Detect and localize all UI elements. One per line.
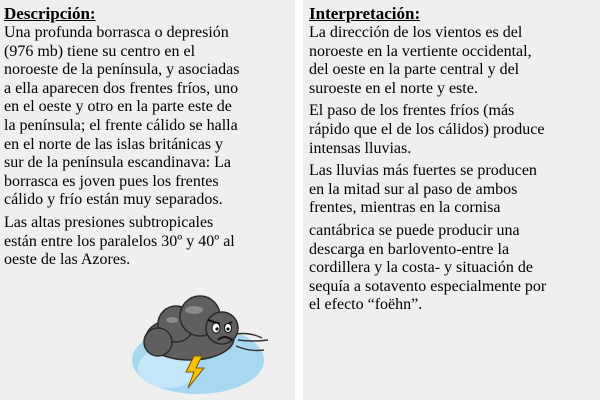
description-heading: Descripción: xyxy=(4,4,96,23)
interpretation-column xyxy=(303,0,600,400)
interpretation-paragraph: La dirección de los vientos es del noroeste en la vertiente occidental, del oeste en la parte central y del suroeste en el norte y este. xyxy=(309,24,532,97)
interpretation-paragraph: Las lluvias más fuertes se producen en la mitad sur al paso de ambos frentes, mientras en la cornisa xyxy=(309,162,537,217)
storm-cloud-icon xyxy=(128,282,278,400)
interpretation-paragraph: El paso de los frentes fríos (más rápido que el de los cálidos) produce intensas lluvias. xyxy=(309,102,545,157)
description-paragraph: Una profunda borrasca o depresión (976 mb) tiene su centro en el noroeste de la península, y asociadas a ella aparecen dos frentes fríos, uno en el oeste y otro en la parte este de la península; el frente cálido se halla en el norte de las islas británicas y sur de la península escandinava: La borrasca es joven pues los frentes cálido y frío están muy separados. xyxy=(4,24,240,209)
interpretation-paragraph: cantábrica se puede producir una descarga en barlovento-entre la cordillera y la costa- y situación de sequía a sotavento especialmente por el efecto “foëhn”. xyxy=(309,221,547,314)
description-paragraph: Las altas presiones subtropicales están entre los paralelos 30º y 40º al oeste de las Azores. xyxy=(4,213,235,269)
interpretation-heading: Interpretación: xyxy=(309,4,421,23)
